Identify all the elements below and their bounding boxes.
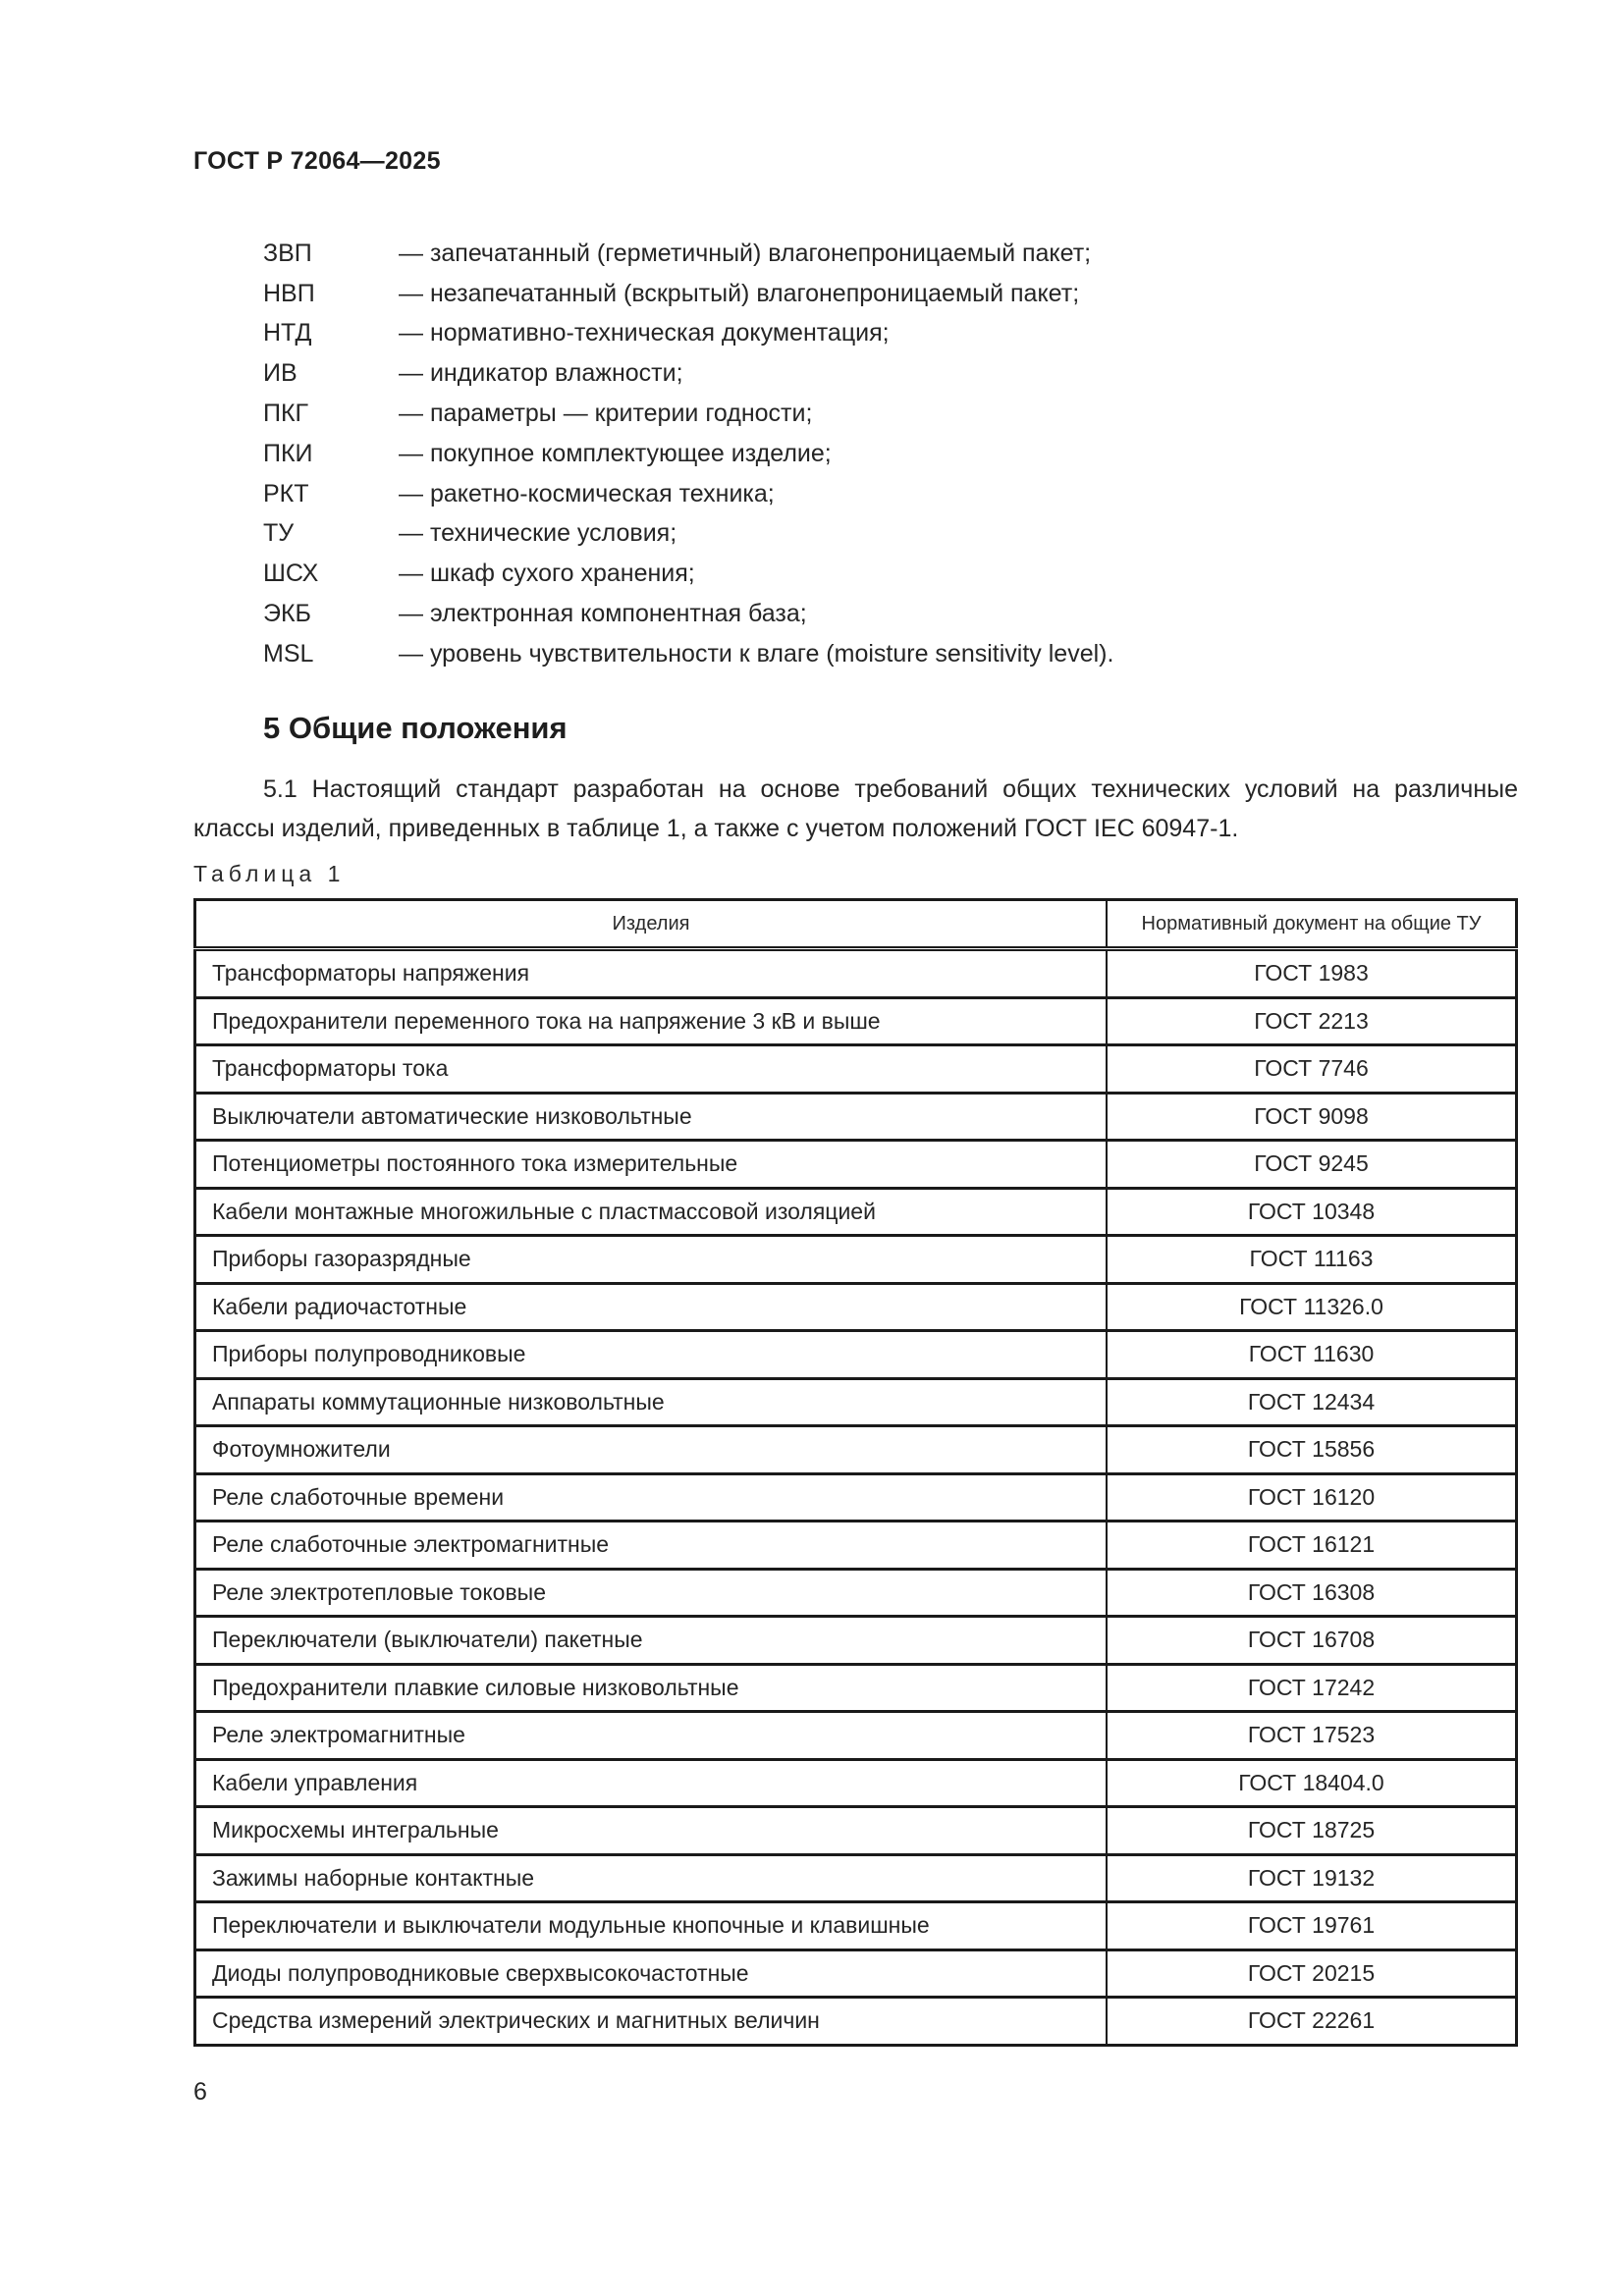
table-row xyxy=(195,1949,1517,1998)
abbreviation-term: MSL xyxy=(263,639,314,667)
cell-document: ГОСТ 16308 xyxy=(1107,1569,1517,1617)
cell-item: Предохранители плавкие силовые низковольтные xyxy=(195,1664,1108,1712)
cell-item: Кабели управления xyxy=(195,1759,1108,1807)
table-row xyxy=(195,1236,1517,1284)
table-row xyxy=(195,1807,1517,1855)
abbreviation-definition: — незапечатанный (вскрытый) влагонепроницаемый пакет; xyxy=(399,279,1080,307)
cell-document: ГОСТ 10348 xyxy=(1107,1188,1517,1236)
cell-item: Средства измерений электрических и магнитных величин xyxy=(195,1998,1108,2046)
standards-table xyxy=(193,898,1518,2047)
cell-item: Приборы полупроводниковые xyxy=(195,1331,1108,1379)
abbreviation-item xyxy=(263,434,1540,474)
column-header-document: Нормативный документ на общие ТУ xyxy=(1107,900,1517,949)
cell-item: Переключатели (выключатели) пакетные xyxy=(195,1617,1108,1665)
abbreviation-definition: — запечатанный (герметичный) влагонепроницаемый пакет; xyxy=(399,239,1092,267)
abbreviation-item xyxy=(263,634,1540,674)
cell-document: ГОСТ 9245 xyxy=(1107,1141,1517,1189)
cell-item: Реле слаботочные времени xyxy=(195,1473,1108,1522)
paragraph-text: 5.1 Настоящий стандарт разработан на основе требований общих технических условий на различные классы изделий, приведенных в таблице 1, а также с учетом положений ГОСТ IEC 60947-1. xyxy=(193,775,1518,842)
table-row xyxy=(195,997,1517,1045)
table-row xyxy=(195,1331,1517,1379)
abbreviation-term: ПКИ xyxy=(263,439,313,467)
cell-item: Кабели радиочастотные xyxy=(195,1283,1108,1331)
cell-item: Реле электромагнитные xyxy=(195,1712,1108,1760)
abbreviation-definition: — индикатор влажности; xyxy=(399,359,683,388)
cell-document: ГОСТ 19761 xyxy=(1107,1902,1517,1950)
abbreviation-term: ЭКБ xyxy=(263,600,311,628)
abbreviation-item xyxy=(263,474,1540,514)
cell-item: Приборы газоразрядные xyxy=(195,1236,1108,1284)
abbreviation-definition: — параметры — критерии годности; xyxy=(399,400,813,428)
abbreviation-definition: — шкаф сухого хранения; xyxy=(399,560,695,588)
abbreviation-item xyxy=(263,234,1540,274)
table-row xyxy=(195,1522,1517,1570)
abbreviation-term: ТУ xyxy=(263,519,295,548)
cell-document: ГОСТ 16121 xyxy=(1107,1522,1517,1570)
abbreviation-definition: — покупное комплектующее изделие; xyxy=(399,439,832,467)
cell-item: Микросхемы интегральные xyxy=(195,1807,1108,1855)
abbreviation-definition: — уровень чувствительности к влаге (moisture sensitivity level). xyxy=(399,639,1114,667)
abbreviation-item xyxy=(263,314,1540,354)
table-row xyxy=(195,1712,1517,1760)
cell-item: Кабели монтажные многожильные с пластмассовой изоляцией xyxy=(195,1188,1108,1236)
cell-document: ГОСТ 17523 xyxy=(1107,1712,1517,1760)
cell-item: Выключатели автоматические низковольтные xyxy=(195,1093,1108,1141)
cell-document: ГОСТ 11630 xyxy=(1107,1331,1517,1379)
table-row xyxy=(195,1378,1517,1426)
cell-document: ГОСТ 1983 xyxy=(1107,949,1517,998)
cell-document: ГОСТ 18725 xyxy=(1107,1807,1517,1855)
cell-document: ГОСТ 7746 xyxy=(1107,1045,1517,1094)
abbreviation-definition: — электронная компонентная база; xyxy=(399,600,807,628)
cell-document: ГОСТ 11163 xyxy=(1107,1236,1517,1284)
cell-item: Потенциометры постоянного тока измерительные xyxy=(195,1141,1108,1189)
abbreviation-item xyxy=(263,394,1540,434)
cell-item: Диоды полупроводниковые сверхвысокочастотные xyxy=(195,1949,1108,1998)
table-row xyxy=(195,1093,1517,1141)
table-row xyxy=(195,1473,1517,1522)
cell-item: Аппараты коммутационные низковольтные xyxy=(195,1378,1108,1426)
table-row xyxy=(195,1998,1517,2046)
abbreviation-term: ИВ xyxy=(263,359,298,388)
cell-document: ГОСТ 15856 xyxy=(1107,1426,1517,1474)
cell-item: Реле электротепловые токовые xyxy=(195,1569,1108,1617)
column-header-item: Изделия xyxy=(195,900,1108,949)
abbreviation-item xyxy=(263,594,1540,634)
cell-item: Фотоумножители xyxy=(195,1426,1108,1474)
cell-item: Переключатели и выключатели модульные кнопочные и клавишные xyxy=(195,1902,1108,1950)
table-row xyxy=(195,1902,1517,1950)
abbreviation-definition: — технические условия; xyxy=(399,519,677,548)
abbreviation-list xyxy=(263,234,1540,674)
table-row xyxy=(195,1188,1517,1236)
cell-document: ГОСТ 18404.0 xyxy=(1107,1759,1517,1807)
cell-document: ГОСТ 2213 xyxy=(1107,997,1517,1045)
abbreviation-item xyxy=(263,554,1540,594)
cell-item: Предохранители переменного тока на напряжение 3 кВ и выше xyxy=(195,997,1108,1045)
abbreviation-item xyxy=(263,514,1540,555)
table-row xyxy=(195,1426,1517,1474)
table-caption: Таблица 1 xyxy=(193,861,346,886)
cell-document: ГОСТ 11326.0 xyxy=(1107,1283,1517,1331)
cell-document: ГОСТ 17242 xyxy=(1107,1664,1517,1712)
abbreviation-term: ЗВП xyxy=(263,239,312,267)
cell-item: Реле слаботочные электромагнитные xyxy=(195,1522,1108,1570)
table-row xyxy=(195,1569,1517,1617)
table-row xyxy=(195,949,1517,998)
page-number: 6 xyxy=(193,2078,207,2106)
cell-item: Трансформаторы напряжения xyxy=(195,949,1108,998)
abbreviation-definition: — ракетно-космическая техника; xyxy=(399,479,775,507)
cell-document: ГОСТ 22261 xyxy=(1107,1998,1517,2046)
table-row xyxy=(195,1617,1517,1665)
section-heading: 5 Общие положения xyxy=(263,711,568,745)
abbreviation-term: НТД xyxy=(263,319,312,347)
cell-item: Трансформаторы тока xyxy=(195,1045,1108,1094)
cell-document: ГОСТ 12434 xyxy=(1107,1378,1517,1426)
cell-document: ГОСТ 16708 xyxy=(1107,1617,1517,1665)
table-row xyxy=(195,1141,1517,1189)
abbreviation-term: ШСХ xyxy=(263,560,319,588)
table-row xyxy=(195,1759,1517,1807)
abbreviation-item xyxy=(263,353,1540,394)
abbreviation-definition: — нормативно-техническая документация; xyxy=(399,319,890,347)
cell-document: ГОСТ 9098 xyxy=(1107,1093,1517,1141)
abbreviation-item xyxy=(263,274,1540,314)
abbreviation-term: ПКГ xyxy=(263,400,309,428)
document-header: ГОСТ Р 72064—2025 xyxy=(193,147,441,175)
table-row xyxy=(195,1283,1517,1331)
abbreviation-term: РКТ xyxy=(263,479,309,507)
table-row xyxy=(195,1045,1517,1094)
table-header-row xyxy=(195,900,1517,949)
table-row xyxy=(195,1664,1517,1712)
abbreviation-term: НВП xyxy=(263,279,315,307)
cell-document: ГОСТ 19132 xyxy=(1107,1854,1517,1902)
table-row xyxy=(195,1854,1517,1902)
section-paragraph xyxy=(193,770,1518,848)
cell-item: Зажимы наборные контактные xyxy=(195,1854,1108,1902)
cell-document: ГОСТ 20215 xyxy=(1107,1949,1517,1998)
cell-document: ГОСТ 16120 xyxy=(1107,1473,1517,1522)
